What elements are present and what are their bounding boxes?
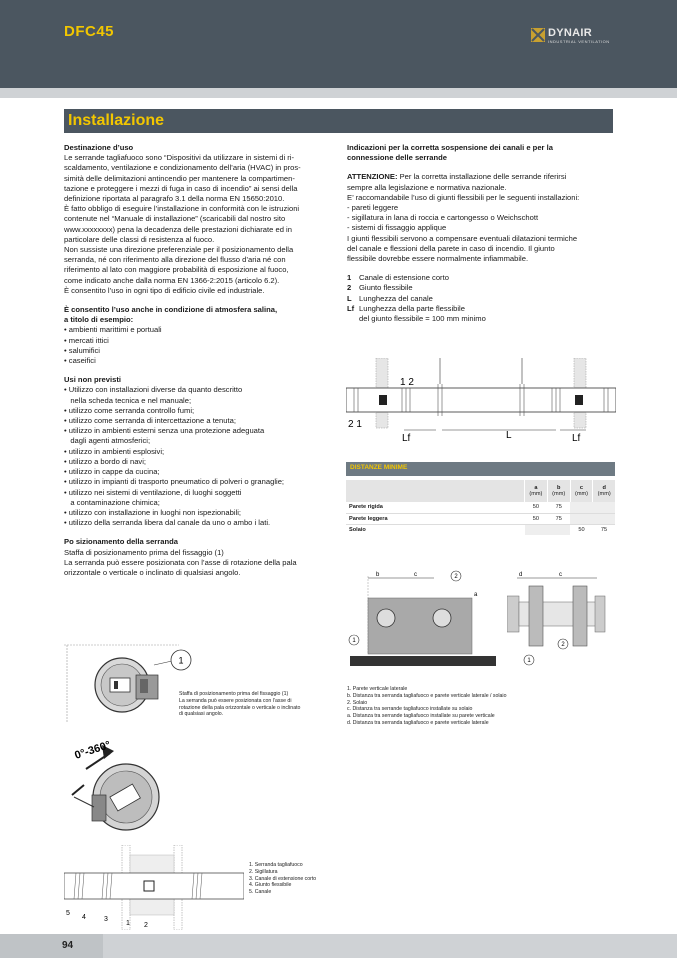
- legend-key: 2: [347, 283, 352, 293]
- legend-value: Giunto flessibile: [359, 283, 413, 293]
- legend-key: L: [347, 293, 352, 303]
- rotation-figure: [64, 737, 174, 837]
- caption-line: di qualsiasi angolo.: [179, 711, 224, 718]
- col-letter: c: [579, 485, 584, 491]
- list-item: • utilizzo della serranda libera dal canale da uno o ambo i lati.: [64, 518, 271, 528]
- footer-number-block: [0, 934, 103, 958]
- list-item: • utilizzo in cappe da cucina;: [64, 467, 160, 477]
- col-unit: (mm): [552, 491, 566, 497]
- fig1-caption: [179, 691, 339, 718]
- caption-line: 1. Parete verticale laterale: [347, 686, 408, 692]
- distances-floor-figure: [507, 566, 607, 674]
- fig3-num-1: 1: [126, 920, 130, 927]
- list-item: • utilizzo in impianti di trasporto pneumatico di polveri o granaglie;: [64, 477, 285, 487]
- legend-key: Lf: [347, 303, 355, 313]
- right-line: sempre alla legislazione e normativa nazionale.: [347, 182, 507, 192]
- dest-line: particolare delle classi di resistenza al fuoco.: [64, 234, 215, 244]
- table-cell: [593, 502, 615, 513]
- indications-title-2: connessione delle serrande: [347, 153, 448, 163]
- fig3-num-3: 3: [104, 916, 108, 923]
- list-item: • salumifici: [64, 345, 100, 355]
- distances-wall-figure: [346, 566, 496, 674]
- fig5-caption: [347, 686, 617, 727]
- caption-line: b. Distanza tra serranda tagliafuoco e parete verticale laterale / solaio: [347, 692, 507, 699]
- dest-title: Destinazione d’uso: [64, 143, 134, 152]
- dest-line: www.xxxxxxxx) pena la decadenza delle prestazioni dichiarate ed in: [64, 224, 292, 234]
- legend-item: [347, 283, 617, 293]
- col-letter: d: [602, 485, 606, 491]
- list-item: a contaminazione chimica;: [64, 497, 160, 507]
- distances-title: DISTANZE MINIME: [350, 464, 408, 471]
- page-header: [0, 0, 677, 88]
- fig3-num-4: 4: [82, 914, 86, 921]
- table-row: [346, 513, 615, 524]
- dest-line: simità delle delimitazioni antincendio per mantenere la compartimen-: [64, 173, 295, 183]
- dynair-logo: [531, 28, 621, 44]
- table-cell: [570, 502, 593, 513]
- right-line: del canale e flessioni della parete in caso di incendio. Il giunto: [347, 243, 555, 253]
- dest-line: tazione e proteggere i mezzi di fuga in caso di incendio” ai sensi della: [64, 183, 298, 193]
- duct-assembly-figure: [64, 845, 244, 930]
- caption-line: 1. Serranda tagliafuoco: [249, 862, 303, 868]
- duct-suspension-figure: [346, 358, 616, 444]
- distances-table: [346, 480, 615, 535]
- positioning-line: La serranda può essere posizionata con l’asse di rotazione della pala: [64, 557, 297, 567]
- fig5-callout-2: 2: [454, 574, 458, 580]
- fig5-label-c: c: [414, 572, 417, 578]
- legend-value: Canale di estensione corto: [359, 273, 449, 283]
- distances-header: [346, 462, 615, 476]
- section-title: Installazione: [68, 112, 165, 129]
- page-number: 94: [62, 940, 74, 951]
- list-item: • utilizzo con installazione in luoghi non ispezionabili;: [64, 507, 241, 517]
- right-line: flessibile dovrebbe essere normalmente infiammabile.: [347, 254, 529, 264]
- dest-line: È fatto obbligo di eseguire l’installazione in conformità con le istruzioni: [64, 204, 300, 214]
- callout-1: [169, 648, 193, 672]
- row-label: Solaio: [349, 526, 366, 533]
- list-item: • utilizzo in ambienti esterni senza una protezione adeguata: [64, 426, 265, 436]
- row-label: Parete rigida: [346, 502, 525, 513]
- col-unit: (mm): [529, 491, 543, 497]
- col-letter: b: [556, 485, 561, 491]
- section-bar: [64, 109, 613, 133]
- dest-line: scaldamento, ventilazione e condizionamento dell’aria (HVAC) in pros-: [64, 163, 301, 173]
- notallowed-title: Usi non previsti: [64, 375, 121, 385]
- table-cell: [570, 513, 593, 524]
- positioning-line: Staffa di posizionamento prima del fissaggio (1): [64, 547, 224, 557]
- header-strip: [0, 88, 677, 98]
- callout-1-label: 1: [178, 655, 184, 666]
- caption-line: La serranda può essere posizionata con l’asse di: [179, 697, 292, 704]
- fig5-label-d: d: [519, 572, 523, 578]
- list-item: • utilizzo a bordo di navi;: [64, 456, 147, 466]
- right-line: - pareti leggere: [347, 203, 399, 213]
- dest-line: definizione riportata al paragrafo 3.1 della norma EN 15650:2010.: [64, 194, 285, 204]
- attention-line: [347, 172, 617, 182]
- dest-line: Le serrande tagliafuoco sono “Dispositivi da utilizzare in sistemi di ri-: [64, 153, 295, 163]
- fig5-callout-2b: 2: [561, 642, 565, 648]
- right-line: I giunti flessibili servono a compensare eventuali dilatazioni termiche: [347, 233, 578, 243]
- fig4-label-lf: Lf: [402, 433, 411, 444]
- list-item: nella scheda tecnica e nel manuale;: [64, 395, 192, 405]
- table-row: [346, 480, 615, 502]
- dest-text: [64, 153, 336, 296]
- attention-label: ATTENZIONE:: [347, 172, 398, 182]
- fig5-callout-1b: 1: [527, 658, 531, 664]
- fig5-label-a: a: [474, 592, 478, 598]
- list-item: • utilizzo nei sistemi di ventilazione, di luoghi soggetti: [64, 487, 242, 497]
- col-unit: (mm): [574, 491, 589, 497]
- indications-title: Indicazioni per la corretta sospensione dei canali e per la: [347, 143, 553, 152]
- list-item: • Utilizzo con installazioni diverse da quanto descritto: [64, 385, 243, 395]
- attention-text: Per la corretta installazione delle serrande riferirsi: [397, 172, 567, 182]
- caption-line: 2. Solaio: [347, 699, 368, 706]
- fig4-label-12: 1 2: [400, 377, 414, 388]
- fig3-num-2: 2: [144, 922, 148, 929]
- fig4-label-21: 2 1: [348, 419, 362, 430]
- fig5-label-c2: c: [559, 572, 562, 578]
- fig5-callout-1: 1: [352, 638, 356, 644]
- table-cell: 50: [525, 502, 548, 513]
- legend-key: 1: [347, 273, 352, 283]
- right-column: [347, 143, 617, 324]
- list-item: • utilizzo come serranda di intercettazione a tenuta;: [64, 416, 236, 426]
- legend-value: Lunghezza della parte flessibile: [359, 303, 465, 313]
- caption-line: 4. Giunto flessibile: [249, 882, 292, 889]
- table-cell: [593, 513, 615, 524]
- table-cell: 50: [578, 526, 585, 533]
- caption-line: 2. Sigillatura: [249, 868, 278, 875]
- list-item: • utilizzo come serranda controllo fumi;: [64, 405, 195, 415]
- table-cell: 50: [525, 513, 548, 524]
- legend-item: [347, 304, 617, 314]
- right-line: E’ raccomandabile l’uso di giunti flessibili per le seguenti installazioni:: [347, 192, 580, 202]
- legend-value: Lunghezza del canale: [359, 293, 433, 303]
- caption-line: Staffa di posizionamento prima del fissaggio (1): [179, 691, 289, 697]
- right-line: - sistemi di fissaggio applique: [347, 223, 447, 233]
- list-item: dagli agenti atmosferici;: [64, 436, 151, 446]
- table-cell: 75: [547, 513, 570, 524]
- left-column: [64, 143, 336, 578]
- positioning-line: orizzontale o verticale o inclinato di qualsiasi angolo.: [64, 567, 241, 577]
- table-header: [593, 480, 615, 502]
- caption-line: c. Distanza tra serrande tagliafuoco installate su solaio: [347, 706, 473, 713]
- legend-extra: del giunto flessibile = 100 mm minimo: [359, 314, 486, 324]
- table-cell: [346, 480, 525, 502]
- col-letter: a: [534, 485, 538, 491]
- positioning-title: Po sizionamento della serranda: [64, 537, 178, 547]
- list-item: • ambienti marittimi e portuali: [64, 325, 162, 335]
- list-item: • mercati ittici: [64, 335, 109, 345]
- table-row: [346, 524, 615, 535]
- dest-line: riferimento al lato con maggiore probabilità di esposizione al fuoco,: [64, 265, 289, 275]
- table-cell: [525, 524, 548, 535]
- dest-line: contenute nel “Manuale di installazione” (scaricabili dal nostro sito: [64, 214, 286, 224]
- caption-line: d. Distanza tra serranda tagliafuoco e parete verticale laterale: [347, 719, 489, 726]
- table-header: [525, 480, 548, 502]
- table-cell: 75: [547, 502, 570, 513]
- dest-line: come indicato anche dalla norma EN 1366-2:2015 (articolo 6.2).: [64, 275, 280, 285]
- table-header: [570, 480, 593, 502]
- dest-line: Non sussiste una direzione preferenziale per il posizionamento della: [64, 245, 294, 255]
- caption-line: 5. Canale: [249, 889, 272, 896]
- fig5-label-b: b: [376, 572, 380, 578]
- table-row: [346, 502, 615, 513]
- logo-mark-icon: [531, 28, 545, 42]
- legend-item: [347, 273, 617, 283]
- caption-line: 3. Canale di estensione corto: [249, 875, 317, 882]
- row-label: Parete leggera: [346, 513, 525, 524]
- right-line: - sigillatura in lana di roccia e cartongesso o Weichschott: [347, 213, 539, 223]
- product-code: DFC45: [64, 23, 115, 40]
- fig4-label-lf-right: Lf: [572, 433, 581, 444]
- logo-text: DYNAIR: [548, 27, 592, 39]
- col-unit: (mm): [597, 491, 611, 497]
- table-cell: [547, 524, 570, 535]
- saline-title: È consentito l’uso anche in condizione di atmosfera salina,: [64, 305, 278, 315]
- table-header: [547, 480, 570, 502]
- damper-bracket-figure: [64, 643, 179, 723]
- fig3-caption: [249, 862, 349, 896]
- fig4-label-l: L: [506, 430, 512, 441]
- dest-line: serranda, né con riferimento alla direzione del flusso d’aria né con: [64, 255, 286, 265]
- saline-title-2: a titolo di esempio:: [64, 315, 134, 325]
- caption-line: rotazione della pala orizzontale o verticale o inclinato: [179, 704, 301, 711]
- list-item: • caseifici: [64, 356, 96, 366]
- caption-line: a. Distanza tra serrande tagliafuoco installate su parete verticale: [347, 713, 495, 720]
- list-item: • utilizzo in ambienti esplosivi;: [64, 446, 165, 456]
- fig3-num-5: 5: [66, 910, 70, 917]
- angle-label: 0°-360°: [73, 739, 113, 762]
- table-cell: 75: [600, 526, 608, 533]
- logo-subtext: INDUSTRIAL VENTILATION: [548, 39, 610, 44]
- legend-item: [347, 294, 617, 304]
- distances-table-wrap: [346, 480, 615, 535]
- dest-line: È consentito l’uso in ogni tipo di edificio civile ed industriale.: [64, 285, 265, 295]
